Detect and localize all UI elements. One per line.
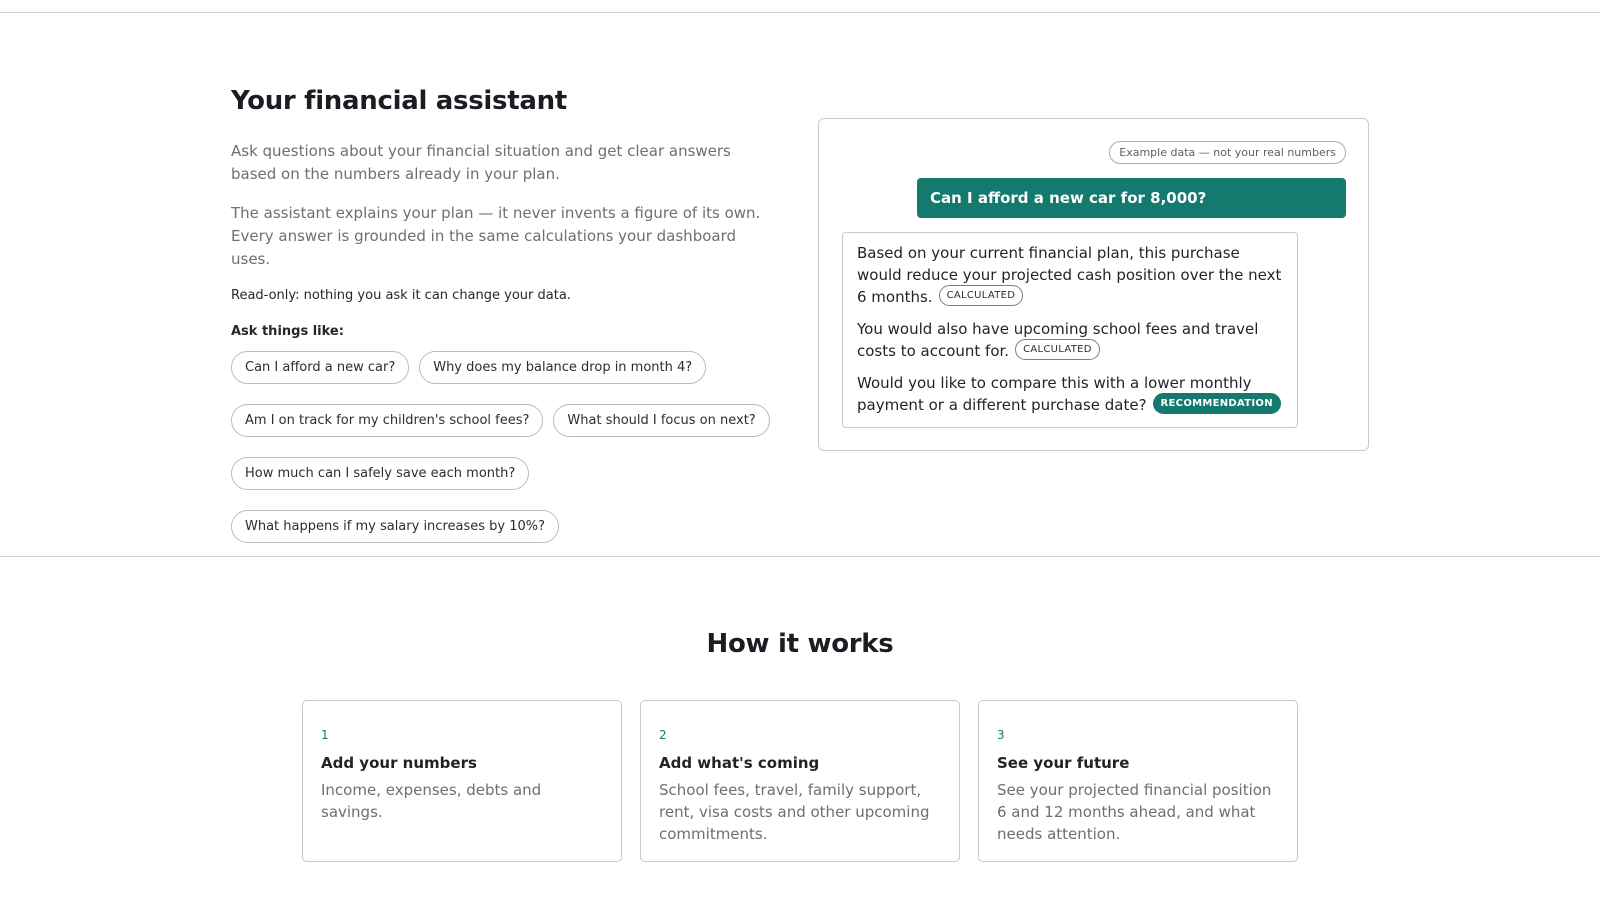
assistant-title: Your financial assistant	[231, 86, 567, 116]
assistant-reply-card	[842, 232, 1298, 428]
chat-example-panel	[818, 118, 1369, 451]
suggestion-chip[interactable]: What should I focus on next?	[553, 404, 769, 437]
step-title: See your future	[997, 754, 1130, 772]
suggestion-chip[interactable]: How much can I safely save each month?	[231, 457, 529, 490]
reply-text: Would you like to compare this with a lower monthly payment or a different purchase date?	[857, 374, 1252, 414]
step-card	[640, 700, 960, 862]
how-it-works-title: How it works	[706, 629, 894, 659]
reply-paragraph	[857, 242, 1283, 308]
user-question-bubble: Can I afford a new car for 8,000?	[917, 178, 1346, 218]
step-description: See your projected financial position 6 and 12 months ahead, and what needs attention.	[997, 781, 1272, 843]
assistant-grounding-note: The assistant explains your plan — it never invents a figure of its own. Every answer is grounded in the same calculations your dashboard uses.	[231, 204, 761, 268]
step-description: Income, expenses, debts and savings.	[321, 781, 542, 821]
example-data-badge: Example data — not your real numbers	[1109, 141, 1346, 164]
steps-row	[302, 700, 1298, 862]
step-title: Add your numbers	[321, 754, 477, 772]
calculated-tag: CALCULATED	[939, 285, 1024, 306]
suggestion-chip[interactable]: Can I afford a new car?	[231, 351, 409, 384]
calculated-tag: CALCULATED	[1015, 339, 1100, 360]
assistant-description: Ask questions about your financial situation and get clear answers based on the numbers already in your plan.	[231, 142, 731, 183]
suggestion-chip[interactable]: Am I on track for my children's school fees?	[231, 404, 543, 437]
step-title: Add what's coming	[659, 754, 820, 772]
reply-text: You would also have upcoming school fees and travel costs to account for.	[857, 320, 1259, 360]
assistant-intro	[231, 84, 771, 543]
section-divider	[0, 556, 1600, 557]
step-number: 1	[321, 728, 329, 742]
top-divider	[0, 12, 1600, 13]
suggestion-chip[interactable]: Why does my balance drop in month 4?	[419, 351, 706, 384]
step-number: 3	[997, 728, 1005, 742]
ask-label: Ask things like:	[231, 324, 344, 339]
reply-text: Based on your current financial plan, this purchase would reduce your projected cash position over the next 6 months.	[857, 244, 1282, 306]
suggestion-chip[interactable]: What happens if my salary increases by 10%?	[231, 510, 559, 543]
step-description: School fees, travel, family support, rent, visa costs and other upcoming commitments.	[659, 781, 930, 843]
step-number: 2	[659, 728, 667, 742]
recommendation-tag: RECOMMENDATION	[1153, 393, 1281, 414]
step-card	[302, 700, 622, 862]
reply-paragraph	[857, 318, 1283, 362]
reply-paragraph	[857, 372, 1283, 416]
step-card	[978, 700, 1298, 862]
readonly-note: Read-only: nothing you ask it can change your data.	[231, 288, 571, 303]
suggestion-chips	[231, 351, 771, 543]
